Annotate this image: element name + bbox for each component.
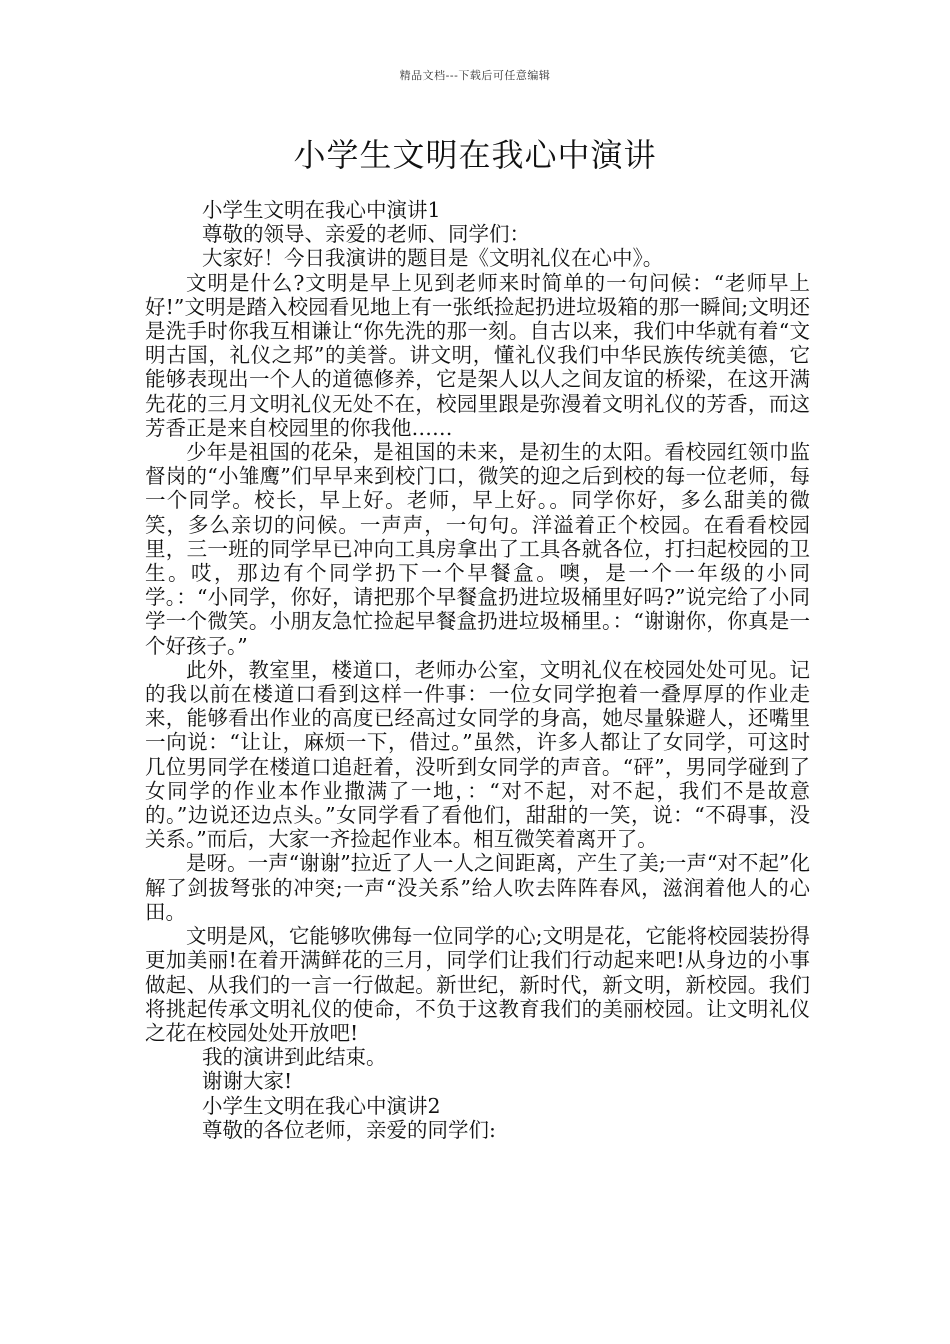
speech-heading-2: 小学生文明在我心中演讲2 [202,1093,441,1118]
body-paragraph: 文明是什么?文明是早上见到老师来时简单的一句问候：“老师早上好!”文明是踏入校园看见地上有一张纸捡起扔进垃圾箱的那一瞬间;文明还是洗手时你我互相谦让“你先洗的那一刻。自古以来，我们中华就有着“文明古国，礼仪之邦”的美誉。讲文明，懂礼仪我们中华民族传统美德，它能够表现出一个人的道德修养，它是架人以人之间友谊的桥梁，在这开满先花的三月文明礼仪无处不在，校园里跟是弥漫着文明礼仪的芳香，而这芳香正是来自校园里的你我他…… [145,270,810,440]
speech-heading-1: 小学生文明在我心中演讲1 [202,198,441,222]
body-paragraph: 少年是祖国的花朵，是祖国的未来，是初生的太阳。看校园红领巾监督岗的“小雏鹰”们早早来到校门口，微笑的迎之后到校的每一位老师，每一个同学。校长，早上好。老师，早上好。。同学你好，多么甜美的微笑，多么亲切的问候。一声声，一句句。洋溢着正个校园。在看看校园里，三一班的同学早已冲向工具房拿出了工具各就各位，打扫起校园的卫生。哎，那边有个同学扔下一个早餐盒。噢，是一个一年级的小同学。：“小同学，你好，请把那个早餐盒扔进垃圾桶里好吗?”说完给了小同学一个微笑。小朋友急忙捡起早餐盒扔进垃圾桶里。：“谢谢你，你真是一个好孩子。” [145,440,810,658]
document-title: 小学生文明在我心中演讲 [293,136,657,174]
body-paragraph: 此外，教室里，楼道口，老师办公室，文明礼仪在校园处处可见。记的我以前在楼道口看到这样一件事：一位女同学抱着一叠厚厚的作业走来，能够看出作业的高度已经高过女同学的身高，她尽量躲避人，还嘴里一向说：“让让，麻烦一下，借过。”虽然，许多人都让了女同学，可这时几位男同学在楼道口追赶着，没听到女同学的声音。“砰”，男同学碰到了女同学的作业本作业撒满了一地，：“对不起，对不起，我们不是故意的。”边说还边点头。”女同学看了看他们，甜甜的一笑，说：“不碍事，没关系。”而后，大家一齐捡起作业本。相互微笑着离开了。 [145,657,810,852]
thanks-line: 谢谢大家! [202,1069,293,1094]
page-header-note: 精品文档---下载后可任意编辑 [399,69,551,82]
body-paragraph: 文明是风，它能够吹佛每一位同学的心;文明是花，它能将校园装扮得更加美丽!在着开满鲜花的三月，同学们让我们行动起来吧!从身边的小事做起、从我们的一言一行做起。新世纪，新时代，新文明，新校园。我们将挑起传承文明礼仪的使命，不负于这教育我们的美丽校园。让文明礼仪之花在校园处处开放吧! [145,924,810,1045]
body-paragraph: 是呀。一声“谢谢”拉近了人一人之间距离，产生了美;一声“对不起”化解了剑拔弩张的冲突;一声“没关系”给人吹去阵阵春风，滋润着他人的心田。 [145,851,810,924]
greeting-line: 大家好！今日我演讲的题目是《文明礼仪在心中》。 [202,246,664,271]
salutation-1: 尊敬的领导、亲爱的老师、同学们： [202,222,530,247]
document-body [145,198,810,1142]
closing-line: 我的演讲到此结束。 [202,1045,387,1070]
salutation-2: 尊敬的各位老师，亲爱的同学们: [202,1117,496,1142]
